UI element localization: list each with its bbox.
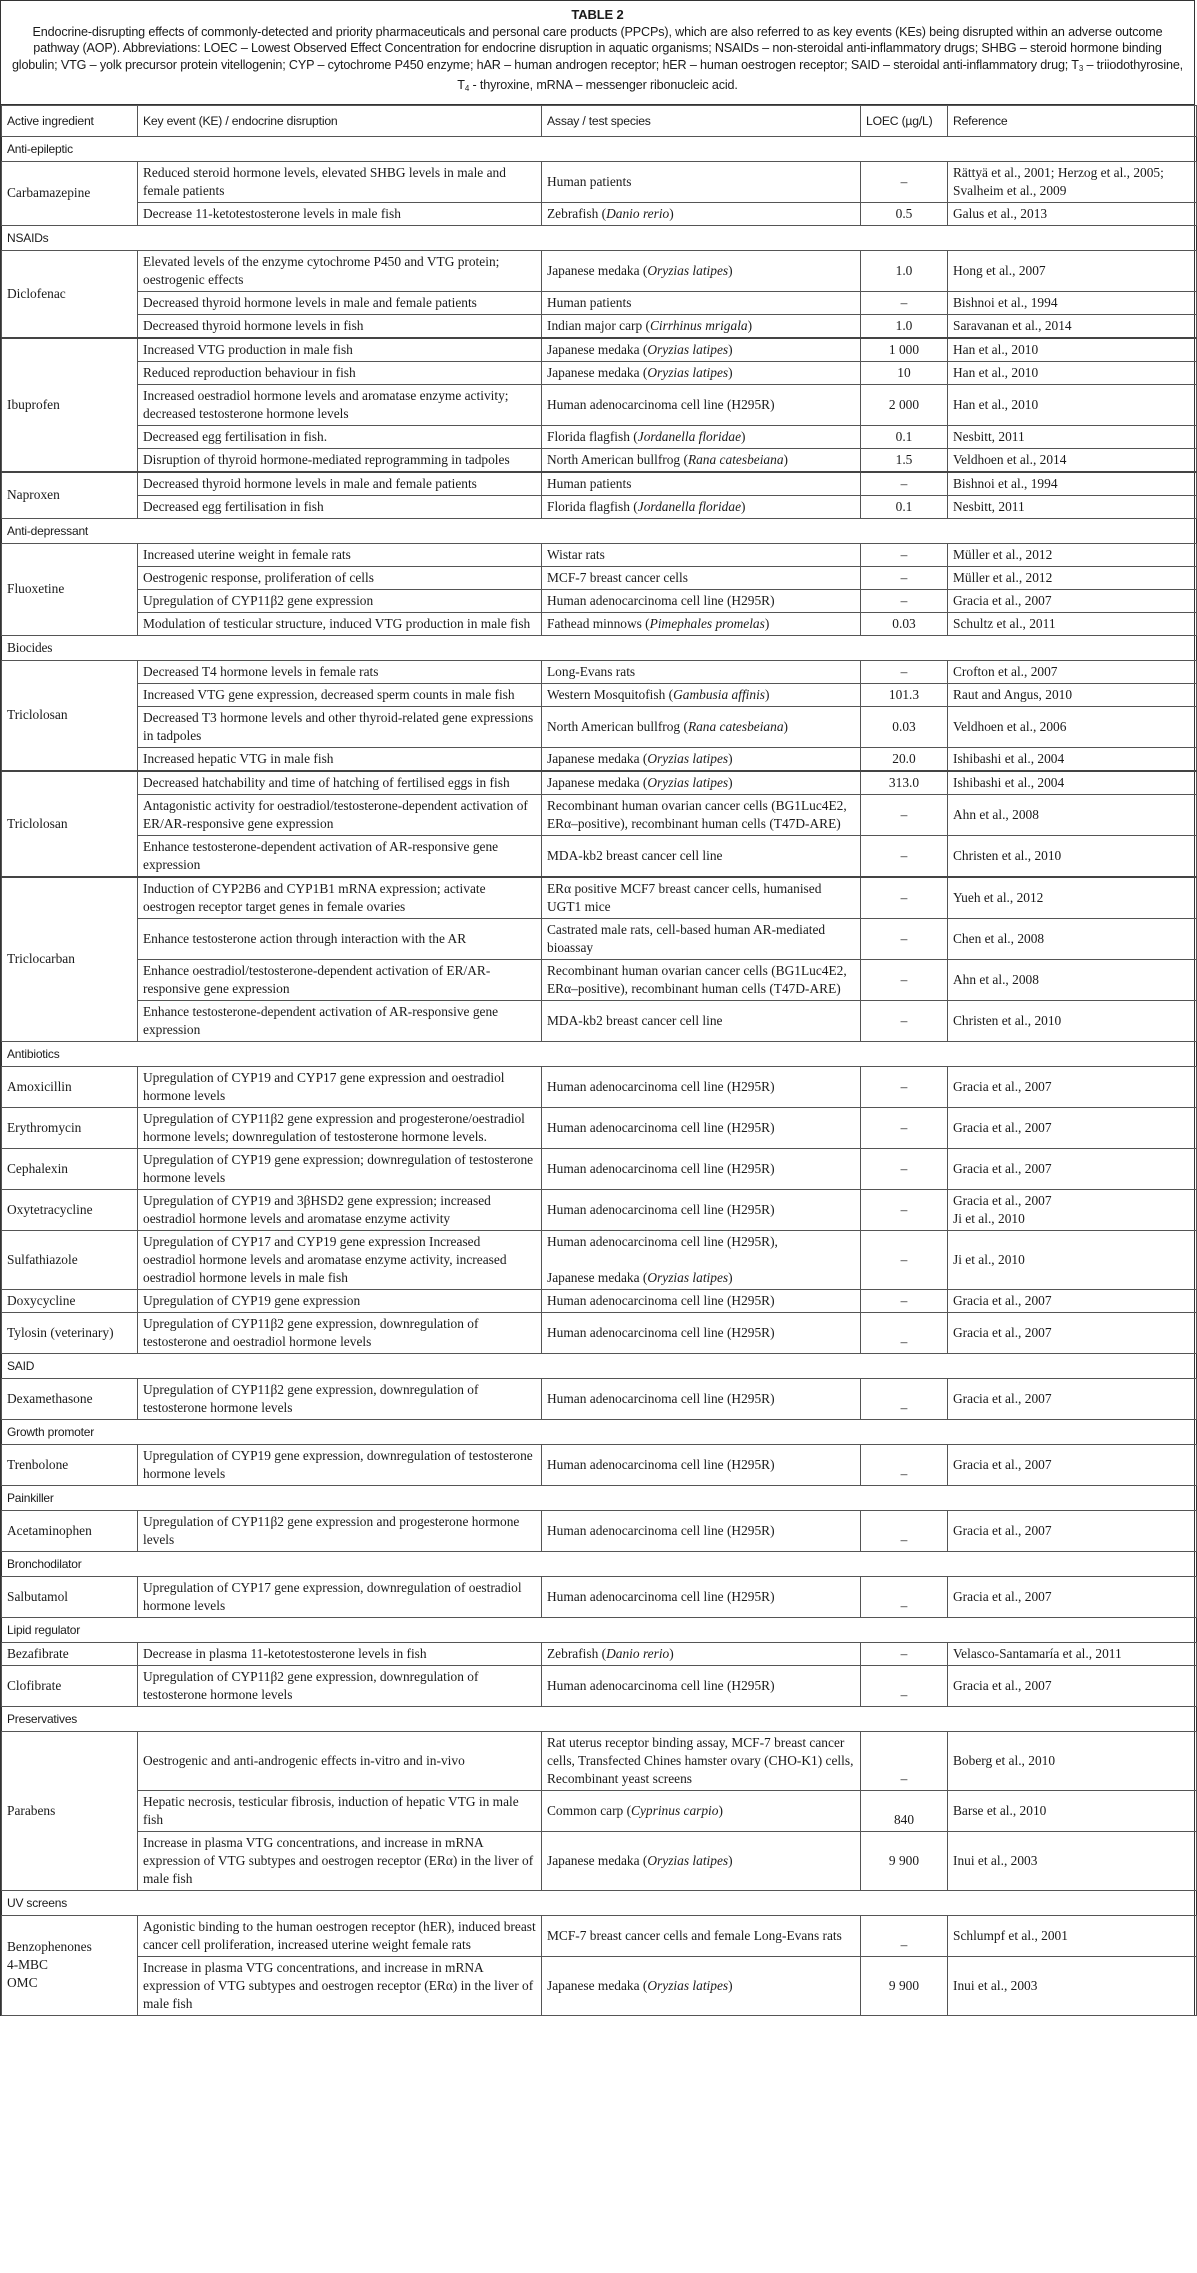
reference-cell: Gracia et al., 2007 [948,1665,1197,1706]
loec-cell: – [861,1000,948,1041]
key-event-cell: Antagonistic activity for oestradiol/testosterone-dependent activation of ER/AR-responsive gene expression [138,794,542,835]
assay-cell: Human adenocarcinoma cell line (H295R) [542,1378,861,1419]
category-label: NSAIDs [2,225,1197,250]
assay-cell: Human adenocarcinoma cell line (H295R) [542,1312,861,1353]
table-row [2,384,1197,425]
assay-cell: Human adenocarcinoma cell line (H295R) [542,1576,861,1617]
key-event-cell: Modulation of testicular structure, induced VTG production in male fish [138,612,542,635]
loec-cell: – [861,877,948,919]
table-row [2,1000,1197,1041]
data-table [1,105,1197,2016]
key-event-cell: Enhance oestradiol/testosterone-dependent activation of ER/AR-responsive gene expression [138,959,542,1000]
category-row [2,1551,1197,1576]
category-label: Anti-depressant [2,518,1197,543]
table-row [2,543,1197,566]
assay-cell: Zebrafish (Danio rerio) [542,202,861,225]
table-row [2,291,1197,314]
assay-cell: Common carp (Cyprinus carpio) [542,1790,861,1831]
category-row [2,1617,1197,1642]
key-event-cell: Upregulation of CYP19 gene expression, downregulation of testosterone hormone levels [138,1444,542,1485]
reference-cell: Velasco-Santamaría et al., 2011 [948,1642,1197,1665]
active-ingredient-cell: Triclolosan [2,660,138,771]
reference-cell: Ji et al., 2010 [948,1230,1197,1289]
loec-cell: 9 900 [861,1831,948,1890]
reference-cell: Raut and Angus, 2010 [948,683,1197,706]
reference-cell: Saravanan et al., 2014 [948,314,1197,338]
assay-cell: Human adenocarcinoma cell line (H295R) [542,1148,861,1189]
reference-cell: Müller et al., 2012 [948,566,1197,589]
assay-cell: Japanese medaka (Oryzias latipes) [542,771,861,795]
assay-cell: Human patients [542,291,861,314]
table-row [2,1642,1197,1665]
category-label: UV screens [2,1890,1197,1915]
loec-cell: 313.0 [861,771,948,795]
loec-cell: – [861,1915,948,1956]
category-label: Lipid regulator [2,1617,1197,1642]
table-row [2,338,1197,362]
key-event-cell: Reduced steroid hormone levels, elevated SHBG levels in male and female patients [138,161,542,202]
caption-text [12,25,1183,93]
reference-cell: Hong et al., 2007 [948,250,1197,291]
assay-cell: Japanese medaka (Oryzias latipes) [542,338,861,362]
column-header-reference: Reference [948,105,1197,136]
assay-cell: Human adenocarcinoma cell line (H295R) [542,1107,861,1148]
active-ingredient-cell: Acetaminophen [2,1510,138,1551]
column-header-active-ingredient: Active ingredient [2,105,138,136]
assay-cell: MCF-7 breast cancer cells and female Long-Evans rats [542,1915,861,1956]
reference-cell: Ishibashi et al., 2004 [948,747,1197,771]
caption-subscript: 3 [1078,63,1084,73]
key-event-cell: Decreased T3 hormone levels and other thyroid-related gene expressions in tadpoles [138,706,542,747]
table-row [2,1510,1197,1551]
table-row [2,1189,1197,1230]
active-ingredient-cell: Parabens [2,1731,138,1890]
category-row [2,518,1197,543]
loec-cell: – [861,1107,948,1148]
assay-cell: Human adenocarcinoma cell line (H295R) [542,1066,861,1107]
category-row [2,1041,1197,1066]
reference-cell: Han et al., 2010 [948,338,1197,362]
active-ingredient-cell: Doxycycline [2,1289,138,1312]
key-event-cell: Increased VTG production in male fish [138,338,542,362]
category-label: Growth promoter [2,1419,1197,1444]
assay-cell: North American bullfrog (Rana catesbeiana) [542,706,861,747]
reference-cell: Ishibashi et al., 2004 [948,771,1197,795]
loec-cell: – [861,660,948,683]
category-row [2,1706,1197,1731]
key-event-cell: Upregulation of CYP17 gene expression, downregulation of oestradiol hormone levels [138,1576,542,1617]
reference-cell: Gracia et al., 2007 [948,1576,1197,1617]
table-row [2,1831,1197,1890]
category-row [2,1485,1197,1510]
key-event-cell: Increased uterine weight in female rats [138,543,542,566]
table-row [2,495,1197,518]
reference-cell: Gracia et al., 2007 [948,1444,1197,1485]
caption-part: – triiodothyrosine, T [457,57,1184,92]
assay-cell: Human adenocarcinoma cell line (H295R) [542,1289,861,1312]
loec-cell: 2 000 [861,384,948,425]
key-event-cell: Agonistic binding to the human oestrogen receptor (hER), induced breast cancer cell proliferation, increased uterine weight female rats [138,1915,542,1956]
key-event-cell: Oestrogenic and anti-androgenic effects in-vitro and in-vivo [138,1731,542,1790]
reference-cell: Gracia et al., 2007 Ji et al., 2010 [948,1189,1197,1230]
category-row [2,136,1197,161]
reference-cell: Christen et al., 2010 [948,835,1197,877]
key-event-cell: Increased VTG gene expression, decreased sperm counts in male fish [138,683,542,706]
key-event-cell: Disruption of thyroid hormone-mediated reprogramming in tadpoles [138,448,542,472]
table-row [2,1230,1197,1289]
table-row [2,1107,1197,1148]
assay-cell: Japanese medaka (Oryzias latipes) [542,747,861,771]
loec-cell: 9 900 [861,1956,948,2015]
assay-cell: MDA-kb2 breast cancer cell line [542,1000,861,1041]
assay-cell: Japanese medaka (Oryzias latipes) [542,361,861,384]
assay-cell: Recombinant human ovarian cancer cells (BG1Luc4E2, ERα–positive), recombinant human cells (T47D-ARE) [542,794,861,835]
table-row [2,612,1197,635]
loec-cell: – [861,1312,948,1353]
table-row [2,706,1197,747]
table-row [2,771,1197,795]
table-row [2,202,1197,225]
active-ingredient-cell: Benzophenones 4-MBC OMC [2,1915,138,2015]
key-event-cell: Enhance testosterone-dependent activation of AR-responsive gene expression [138,835,542,877]
active-ingredient-cell: Trenbolone [2,1444,138,1485]
caption-part: - thyroxine, mRNA – messenger ribonucleic acid. [469,78,738,92]
assay-cell: Japanese medaka (Oryzias latipes) [542,1956,861,2015]
key-event-cell: Induction of CYP2B6 and CYP1B1 mRNA expression; activate oestrogen receptor target genes in female ovaries [138,877,542,919]
table-row [2,660,1197,683]
key-event-cell: Upregulation of CYP19 and 3βHSD2 gene expression; increased oestradiol hormone levels and aromatase enzyme activity [138,1189,542,1230]
assay-cell: Indian major carp (Cirrhinus mrigala) [542,314,861,338]
key-event-cell: Upregulation of CYP17 and CYP19 gene expression Increased oestradiol hormone levels and aromatase enzyme activity, increased oestradiol hormone levels in male fish [138,1230,542,1289]
key-event-cell: Decreased thyroid hormone levels in male and female patients [138,291,542,314]
loec-cell: – [861,291,948,314]
assay-cell: Florida flagfish (Jordanella floridae) [542,425,861,448]
category-row [2,1419,1197,1444]
assay-cell: Wistar rats [542,543,861,566]
key-event-cell: Increased oestradiol hormone levels and aromatase enzyme activity; decreased testosterone hormone levels [138,384,542,425]
active-ingredient-cell: Dexamethasone [2,1378,138,1419]
assay-cell: MCF-7 breast cancer cells [542,566,861,589]
table-row [2,1915,1197,1956]
active-ingredient-cell: Triclocarban [2,877,138,1042]
table-caption [1,1,1194,105]
loec-cell: 1.0 [861,314,948,338]
loec-cell: 1.0 [861,250,948,291]
loec-cell: – [861,959,948,1000]
reference-cell: Schultz et al., 2011 [948,612,1197,635]
category-label: SAID [2,1353,1197,1378]
table-row [2,1444,1197,1485]
active-ingredient-cell: Oxytetracycline [2,1189,138,1230]
key-event-cell: Upregulation of CYP11β2 gene expression and progesterone/oestradiol hormone levels; downregulation of testosterone hormone levels. [138,1107,542,1148]
loec-cell: 0.03 [861,706,948,747]
table-row [2,589,1197,612]
active-ingredient-cell: Tylosin (veterinary) [2,1312,138,1353]
reference-cell: Christen et al., 2010 [948,1000,1197,1041]
key-event-cell: Decreased egg fertilisation in fish. [138,425,542,448]
reference-cell: Gracia et al., 2007 [948,1378,1197,1419]
assay-cell: Rat uterus receptor binding assay, MCF-7 breast cancer cells, Transfected Chines hamster ovary (CHO-K1) cells, Recombinant yeast screens [542,1731,861,1790]
loec-cell: – [861,794,948,835]
loec-cell: – [861,589,948,612]
category-row [2,1353,1197,1378]
assay-cell: Florida flagfish (Jordanella floridae) [542,495,861,518]
table-row [2,959,1197,1000]
active-ingredient-cell: Erythromycin [2,1107,138,1148]
key-event-cell: Decreased hatchability and time of hatching of fertilised eggs in fish [138,771,542,795]
category-label: Antibiotics [2,1041,1197,1066]
table-row [2,1576,1197,1617]
table-row [2,314,1197,338]
active-ingredient-cell: Carbamazepine [2,161,138,225]
key-event-cell: Upregulation of CYP11β2 gene expression, downregulation of testosterone hormone levels [138,1665,542,1706]
loec-cell: 0.1 [861,495,948,518]
key-event-cell: Increase in plasma VTG concentrations, and increase in mRNA expression of VTG subtypes and oestrogen receptor (ERα) in the liver of male fish [138,1831,542,1890]
table-row [2,1066,1197,1107]
assay-cell: MDA-kb2 breast cancer cell line [542,835,861,877]
loec-cell: 0.03 [861,612,948,635]
assay-cell: Recombinant human ovarian cancer cells (BG1Luc4E2, ERα–positive), recombinant human cells (T47D-ARE) [542,959,861,1000]
loec-cell: 10 [861,361,948,384]
table-row [2,361,1197,384]
loec-cell: – [861,918,948,959]
category-row [2,225,1197,250]
assay-cell: Human adenocarcinoma cell line (H295R), Japanese medaka (Oryzias latipes) [542,1230,861,1289]
category-label: Painkiller [2,1485,1197,1510]
key-event-cell: Decreased thyroid hormone levels in fish [138,314,542,338]
key-event-cell: Reduced reproduction behaviour in fish [138,361,542,384]
caption-part: Endocrine-disrupting effects of commonly-detected and priority pharmaceuticals and personal care products (PPCPs), which are also referred to as key events (KEs) being disrupted within an adverse outcome pathway (AOP). Abbreviations: LOEC – Lowest Observed Effect Concentration for endocrine disruption in aquatic organisms; NSAIDs – non-steroidal anti-inflammatory drugs; SHBG – steroid hormone binding globulin; VTG – yolk precursor protein vitellogenin; CYP – cytochrome P450 enzyme; hAR – human androgen receptor; hER – human oestrogen receptor; SAID – steroidal anti-inflammatory drug; T [11,24,1163,72]
key-event-cell: Increase in plasma VTG concentrations, and increase in mRNA expression of VTG subtypes and oestrogen receptor (ERα) in the liver of male fish [138,1956,542,2015]
loec-cell: 101.3 [861,683,948,706]
loec-cell: 0.5 [861,202,948,225]
reference-cell: Nesbitt, 2011 [948,425,1197,448]
active-ingredient-cell: Bezafibrate [2,1642,138,1665]
key-event-cell: Upregulation of CYP11β2 gene expression [138,589,542,612]
reference-cell: Gracia et al., 2007 [948,1107,1197,1148]
table-row [2,161,1197,202]
assay-cell: Human adenocarcinoma cell line (H295R) [542,1444,861,1485]
assay-cell: Human adenocarcinoma cell line (H295R) [542,1665,861,1706]
loec-cell: – [861,1510,948,1551]
reference-cell: Rättyä et al., 2001; Herzog et al., 2005; Svalheim et al., 2009 [948,161,1197,202]
category-label: Anti-epileptic [2,136,1197,161]
reference-cell: Boberg et al., 2010 [948,1731,1197,1790]
reference-cell: Schlumpf et al., 2001 [948,1915,1197,1956]
loec-cell: 1.5 [861,448,948,472]
key-event-cell: Elevated levels of the enzyme cytochrome P450 and VTG protein; oestrogenic effects [138,250,542,291]
reference-cell: Veldhoen et al., 2014 [948,448,1197,472]
table-row [2,1665,1197,1706]
assay-cell: Human adenocarcinoma cell line (H295R) [542,1510,861,1551]
table-row [2,1378,1197,1419]
active-ingredient-cell: Amoxicillin [2,1066,138,1107]
key-event-cell: Upregulation of CYP11β2 gene expression and progesterone hormone levels [138,1510,542,1551]
active-ingredient-cell: Ibuprofen [2,338,138,472]
assay-cell: Human adenocarcinoma cell line (H295R) [542,1189,861,1230]
reference-cell: Crofton et al., 2007 [948,660,1197,683]
active-ingredient-cell: Fluoxetine [2,543,138,635]
category-label: Bronchodilator [2,1551,1197,1576]
reference-cell: Galus et al., 2013 [948,202,1197,225]
reference-cell: Gracia et al., 2007 [948,1289,1197,1312]
active-ingredient-cell: Diclofenac [2,250,138,338]
loec-cell: – [861,1576,948,1617]
reference-cell: Gracia et al., 2007 [948,1148,1197,1189]
active-ingredient-cell: Sulfathiazole [2,1230,138,1289]
category-row [2,1890,1197,1915]
active-ingredient-cell: Clofibrate [2,1665,138,1706]
table-row [2,448,1197,472]
key-event-cell: Upregulation of CYP19 and CYP17 gene expression and oestradiol hormone levels [138,1066,542,1107]
reference-cell: Inui et al., 2003 [948,1956,1197,2015]
reference-cell: Veldhoen et al., 2006 [948,706,1197,747]
key-event-cell: Upregulation of CYP19 gene expression [138,1289,542,1312]
key-event-cell: Upregulation of CYP19 gene expression; downregulation of testosterone hormone levels [138,1148,542,1189]
column-header-assay: Assay / test species [542,105,861,136]
table-row [2,472,1197,496]
loec-cell: – [861,543,948,566]
loec-cell: – [861,1378,948,1419]
loec-cell: – [861,1642,948,1665]
key-event-cell: Oestrogenic response, proliferation of cells [138,566,542,589]
key-event-cell: Enhance testosterone action through interaction with the AR [138,918,542,959]
table-body [2,136,1197,2015]
assay-cell: Human patients [542,472,861,496]
loec-cell: – [861,161,948,202]
loec-cell: – [861,1289,948,1312]
active-ingredient-cell: Salbutamol [2,1576,138,1617]
reference-cell: Müller et al., 2012 [948,543,1197,566]
reference-cell: Han et al., 2010 [948,384,1197,425]
reference-cell: Barse et al., 2010 [948,1790,1197,1831]
column-header-loec: LOEC (µg/L) [861,105,948,136]
assay-cell: Zebrafish (Danio rerio) [542,1642,861,1665]
table-row [2,1731,1197,1790]
key-event-cell: Decreased thyroid hormone levels in male and female patients [138,472,542,496]
table-row [2,683,1197,706]
caption-subscript: 4 [464,84,470,93]
loec-cell: – [861,1148,948,1189]
assay-cell: Castrated male rats, cell-based human AR-mediated bioassay [542,918,861,959]
active-ingredient-cell: Triclolosan [2,771,138,877]
key-event-cell: Increased hepatic VTG in male fish [138,747,542,771]
loec-cell: – [861,1665,948,1706]
assay-cell: Japanese medaka (Oryzias latipes) [542,1831,861,1890]
table-row [2,250,1197,291]
assay-cell: ERα positive MCF7 breast cancer cells, humanised UGT1 mice [542,877,861,919]
loec-cell: – [861,1189,948,1230]
loec-cell: – [861,566,948,589]
table-row [2,835,1197,877]
reference-cell: Inui et al., 2003 [948,1831,1197,1890]
category-row [2,635,1197,660]
category-label: Preservatives [2,1706,1197,1731]
column-header-key-event: Key event (KE) / endocrine disruption [138,105,542,136]
reference-cell: Gracia et al., 2007 [948,589,1197,612]
table-row [2,425,1197,448]
table-row [2,747,1197,771]
reference-cell: Yueh et al., 2012 [948,877,1197,919]
table-label: TABLE 2 [571,7,624,22]
key-event-cell: Decrease in plasma 11-ketotestosterone levels in fish [138,1642,542,1665]
reference-cell: Bishnoi et al., 1994 [948,291,1197,314]
reference-cell: Chen et al., 2008 [948,918,1197,959]
active-ingredient-cell: Naproxen [2,472,138,519]
assay-cell: Long-Evans rats [542,660,861,683]
key-event-cell: Decreased egg fertilisation in fish [138,495,542,518]
header-row [2,105,1197,136]
loec-cell: – [861,1444,948,1485]
table-row [2,918,1197,959]
reference-cell: Ahn et al., 2008 [948,959,1197,1000]
category-label: Biocides [2,635,1197,660]
loec-cell: 1 000 [861,338,948,362]
assay-cell: North American bullfrog (Rana catesbeiana) [542,448,861,472]
key-event-cell: Decreased T4 hormone levels in female rats [138,660,542,683]
key-event-cell: Upregulation of CYP11β2 gene expression, downregulation of testosterone and oestradiol hormone levels [138,1312,542,1353]
loec-cell: – [861,1066,948,1107]
table-row [2,1312,1197,1353]
table-row [2,1148,1197,1189]
table-row [2,566,1197,589]
loec-cell: – [861,1731,948,1790]
assay-cell: Human adenocarcinoma cell line (H295R) [542,589,861,612]
table-row [2,1289,1197,1312]
loec-cell: – [861,835,948,877]
reference-cell: Ahn et al., 2008 [948,794,1197,835]
assay-cell: Western Mosquitofish (Gambusia affinis) [542,683,861,706]
reference-cell: Han et al., 2010 [948,361,1197,384]
assay-cell: Human adenocarcinoma cell line (H295R) [542,384,861,425]
key-event-cell: Decrease 11-ketotestosterone levels in male fish [138,202,542,225]
loec-cell: 20.0 [861,747,948,771]
loec-cell: – [861,1230,948,1289]
reference-cell: Gracia et al., 2007 [948,1510,1197,1551]
key-event-cell: Enhance testosterone-dependent activation of AR-responsive gene expression [138,1000,542,1041]
reference-cell: Gracia et al., 2007 [948,1066,1197,1107]
table-row [2,877,1197,919]
reference-cell: Bishnoi et al., 1994 [948,472,1197,496]
key-event-cell: Hepatic necrosis, testicular fibrosis, induction of hepatic VTG in male fish [138,1790,542,1831]
loec-cell: – [861,472,948,496]
reference-cell: Gracia et al., 2007 [948,1312,1197,1353]
table-row [2,794,1197,835]
assay-cell: Fathead minnows (Pimephales promelas) [542,612,861,635]
assay-cell: Japanese medaka (Oryzias latipes) [542,250,861,291]
assay-cell: Human patients [542,161,861,202]
table-row [2,1790,1197,1831]
reference-cell: Nesbitt, 2011 [948,495,1197,518]
loec-cell: 840 [861,1790,948,1831]
loec-cell: 0.1 [861,425,948,448]
table-row [2,1956,1197,2015]
key-event-cell: Upregulation of CYP11β2 gene expression, downregulation of testosterone hormone levels [138,1378,542,1419]
active-ingredient-cell: Cephalexin [2,1148,138,1189]
